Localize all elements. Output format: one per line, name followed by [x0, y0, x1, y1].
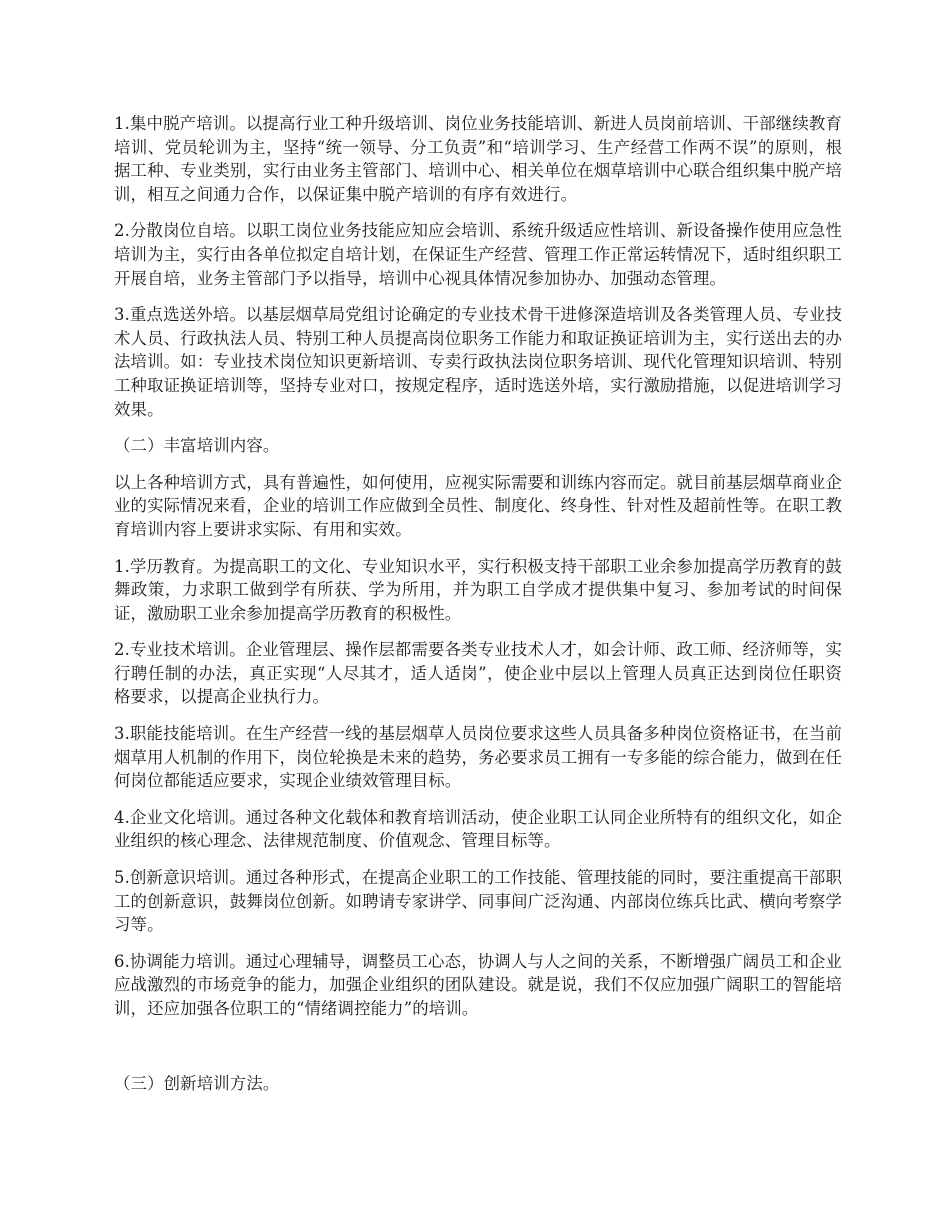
paragraph-coordination-training: 6.协调能力培训。通过心理辅导，调整员工心态，协调人与人之间的关系，不断增强广阔员工和企业应战激烈的市场竞争的能力，加强企业组织的团队建设。就是说，我们不仅应加强广阔职工的智能培训，还应加强各位职工的“情绪调控能力”的培训。 [114, 951, 842, 1018]
paragraph-academic-education: 1.学历教育。为提高职工的文化、专业知识水平，实行积极支持干部职工业余参加提高学历教育的鼓舞政策，力求职工做到学有所获、学为所用，并为职工自学成才提供集中复习、参加考试的时间保证，激励职工业余参加提高学历教育的积极性。 [114, 556, 842, 623]
paragraph-training-overview: 以上各种培训方式，具有普遍性，如何使用，应视实际需要和训练内容而定。就目前基层烟草商业企业的实际情况来看，企业的培训工作应做到全员性、制度化、终身性、针对性及超前性等。在职工教育培训内容上要讲求实际、有用和实效。 [114, 472, 842, 539]
paragraph-innovation-training: 5.创新意识培训。通过各种形式，在提高企业职工的工作技能、管理技能的同时，要注重提高干部职工的创新意识，鼓舞岗位创新。如聘请专家讲学、同事间广泛沟通、内部岗位练兵比武、横向考察学习等。 [114, 868, 842, 935]
section-heading-innovate-methods: （三）创新培训方法。 [114, 1073, 280, 1093]
paragraph-professional-training: 2.专业技术培训。企业管理层、操作层都需要各类专业技术人才，如会计师、政工师、经济师等，实行聘任制的办法，真正实现“人尽其才，适人适岗”，使企业中层以上管理人员真正达到岗位任职资格要求，以提高企业执行力。 [114, 640, 842, 707]
paragraph-skills-training: 3.职能技能培训。在生产经营一线的基层烟草人员岗位要求这些人员具备多种岗位资格证书，在当前烟草用人机制的作用下，岗位轮换是未来的趋势，务必要求员工拥有一专多能的综合能力，做到在任何岗位都能适应要求，实现企业绩效管理目标。 [114, 724, 842, 791]
document-body [114, 112, 842, 1108]
paragraph-external-training: 3.重点选送外培。以基层烟草局党组讨论确定的专业技术骨干进修深造培训及各类管理人员、专业技术人员、行政执法人员、特别工种人员提高岗位职务工作能力和取证换证培训为主，实行送出去的办法培训。如：专业技术岗位知识更新培训、专卖行政执法岗位职务培训、现代化管理知识培训、特别工种取证换证培训等，坚持专业对口，按规定程序，适时选送外培，实行激励措施，以促进培训学习效果。 [114, 305, 842, 419]
paragraph-decentralized-training: 2.分散岗位自培。以职工岗位业务技能应知应会培训、系统升级适应性培训、新设备操作使用应急性培训为主，实行由各单位拟定自培计划，在保证生产经营、管理工作正常运转情况下，适时组织职工开展自培，业务主管部门予以指导，培训中心视具体情况参加协办、加强动态管理。 [114, 221, 842, 288]
paragraph-centralized-training: 1.集中脱产培训。以提高行业工种升级培训、岗位业务技能培训、新进人员岗前培训、干部继续教育培训、党员轮训为主，坚持“统一领导、分工负责”和“培训学习、生产经营工作两不误”的原则，根据工种、专业类别，实行由业务主管部门、培训中心、相关单位在烟草培训中心联合组织集中脱产培训，相互之间通力合作，以保证集中脱产培训的有序有效进行。 [114, 114, 842, 204]
section-heading-enrich-content: （二）丰富培训内容。 [114, 436, 280, 456]
paragraph-culture-training: 4.企业文化培训。通过各种文化载体和教育培训活动，使企业职工认同企业所特有的组织文化，如企业组织的核心理念、法律规范制度、价值观念、管理目标等。 [114, 807, 842, 851]
section-gap [114, 1034, 842, 1072]
